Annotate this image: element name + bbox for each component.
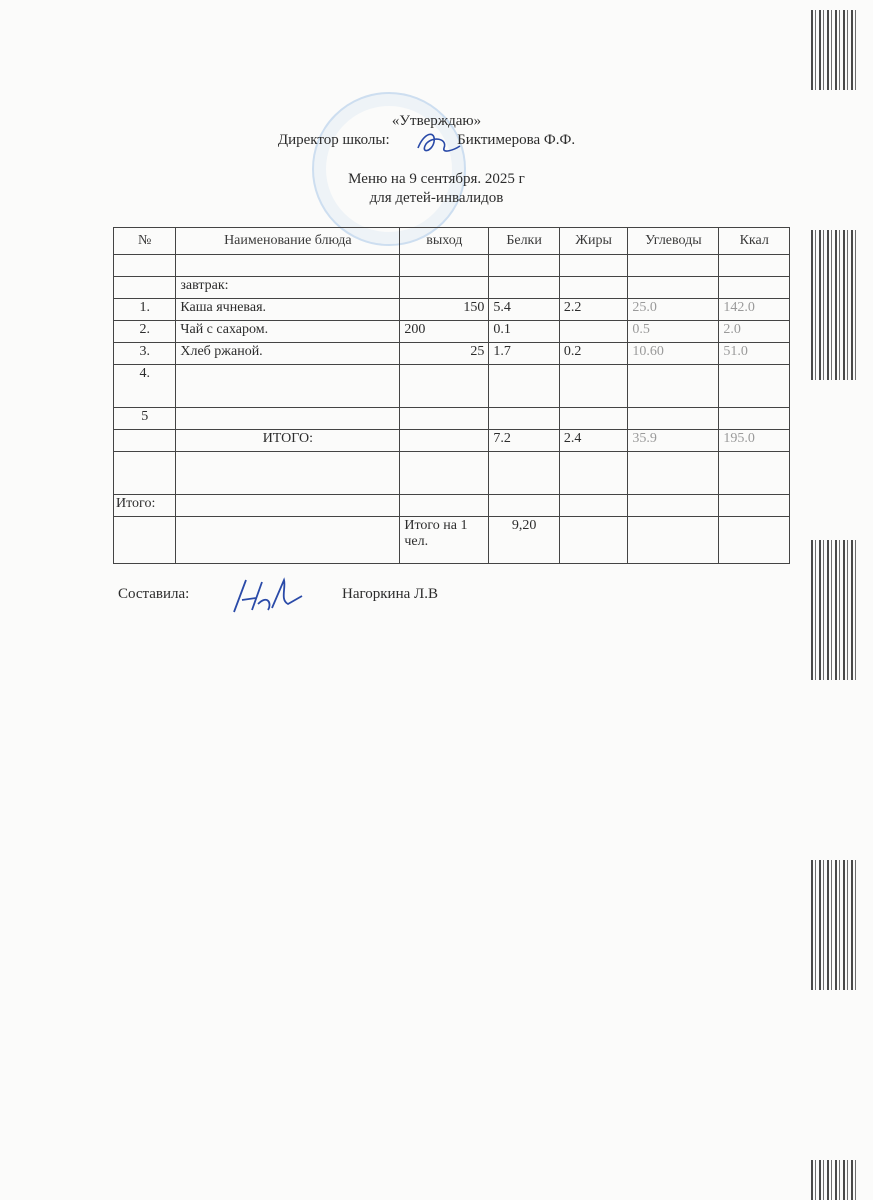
table-row-per-person [114, 517, 790, 564]
scan-edge-mid1 [811, 230, 859, 380]
table-row-empty [114, 255, 790, 277]
col-num: № [114, 228, 176, 255]
row-fat [559, 321, 628, 343]
col-carbs: Углеводы [628, 228, 719, 255]
per-person-value: 9,20 [489, 517, 560, 564]
approve-line: «Утверждаю» [391, 113, 482, 129]
row-carbs: 10.60 [628, 343, 719, 365]
row-carbs: 25.0 [628, 299, 719, 321]
director-signature [414, 128, 464, 158]
scan-edge-top [811, 10, 859, 90]
row-num: 3. [114, 343, 176, 365]
director-label: Директор школы: [277, 132, 390, 148]
per-person-label: Итого на 1 чел. [400, 517, 489, 564]
row-kcal: 142.0 [719, 299, 790, 321]
section-label: завтрак: [176, 277, 400, 299]
row-out: 25 [400, 343, 489, 365]
total-kcal: 195.0 [719, 430, 790, 452]
row-name [176, 408, 400, 430]
table-row [114, 408, 790, 430]
total-fat: 2.4 [559, 430, 628, 452]
director-name: Биктимерова Ф.Ф. [457, 132, 576, 148]
row-protein: 0.1 [489, 321, 560, 343]
row-name: Каша ячневая. [176, 299, 400, 321]
col-name: Наименование блюда [176, 228, 400, 255]
table-row-empty [114, 452, 790, 495]
table-row [114, 343, 790, 365]
row-name [176, 365, 400, 408]
col-out: выход [400, 228, 489, 255]
row-num: 5 [114, 408, 176, 430]
row-kcal: 2.0 [719, 321, 790, 343]
row-num: 2. [114, 321, 176, 343]
row-protein: 1.7 [489, 343, 560, 365]
table-row [114, 365, 790, 408]
row-name: Чай с сахаром. [176, 321, 400, 343]
menu-title: Меню на 9 сентября. 2025 г [348, 171, 525, 187]
row-name: Хлеб ржаной. [176, 343, 400, 365]
compiled-label: Составила: [118, 586, 190, 602]
table-row [114, 321, 790, 343]
col-kcal: Ккал [719, 228, 790, 255]
table-row-total [114, 430, 790, 452]
row-fat: 0.2 [559, 343, 628, 365]
row-num: 1. [114, 299, 176, 321]
row-carbs: 0.5 [628, 321, 719, 343]
row-num: 4. [114, 365, 176, 408]
total-protein: 7.2 [489, 430, 560, 452]
scan-edge-bottom [811, 1160, 859, 1200]
row-out: 200 [400, 321, 489, 343]
row-kcal: 51.0 [719, 343, 790, 365]
compiler-signature [228, 574, 308, 618]
menu-table [113, 227, 790, 564]
table-row [114, 299, 790, 321]
menu-subtitle: для детей-инвалидов [369, 190, 504, 206]
row-protein: 5.4 [489, 299, 560, 321]
col-protein: Белки [489, 228, 560, 255]
total-carbs: 35.9 [628, 430, 719, 452]
table-row-itogo [114, 495, 790, 517]
compiled-name: Нагоркина Л.В [342, 586, 438, 602]
row-out: 150 [400, 299, 489, 321]
col-fat: Жиры [559, 228, 628, 255]
row-fat: 2.2 [559, 299, 628, 321]
table-row-section [114, 277, 790, 299]
table-header-row [114, 228, 790, 255]
scan-edge-mid2 [811, 540, 859, 680]
scan-edge-mid3 [811, 860, 859, 990]
total-label: ИТОГО: [176, 430, 400, 452]
itogo-label: Итого: [114, 495, 176, 517]
